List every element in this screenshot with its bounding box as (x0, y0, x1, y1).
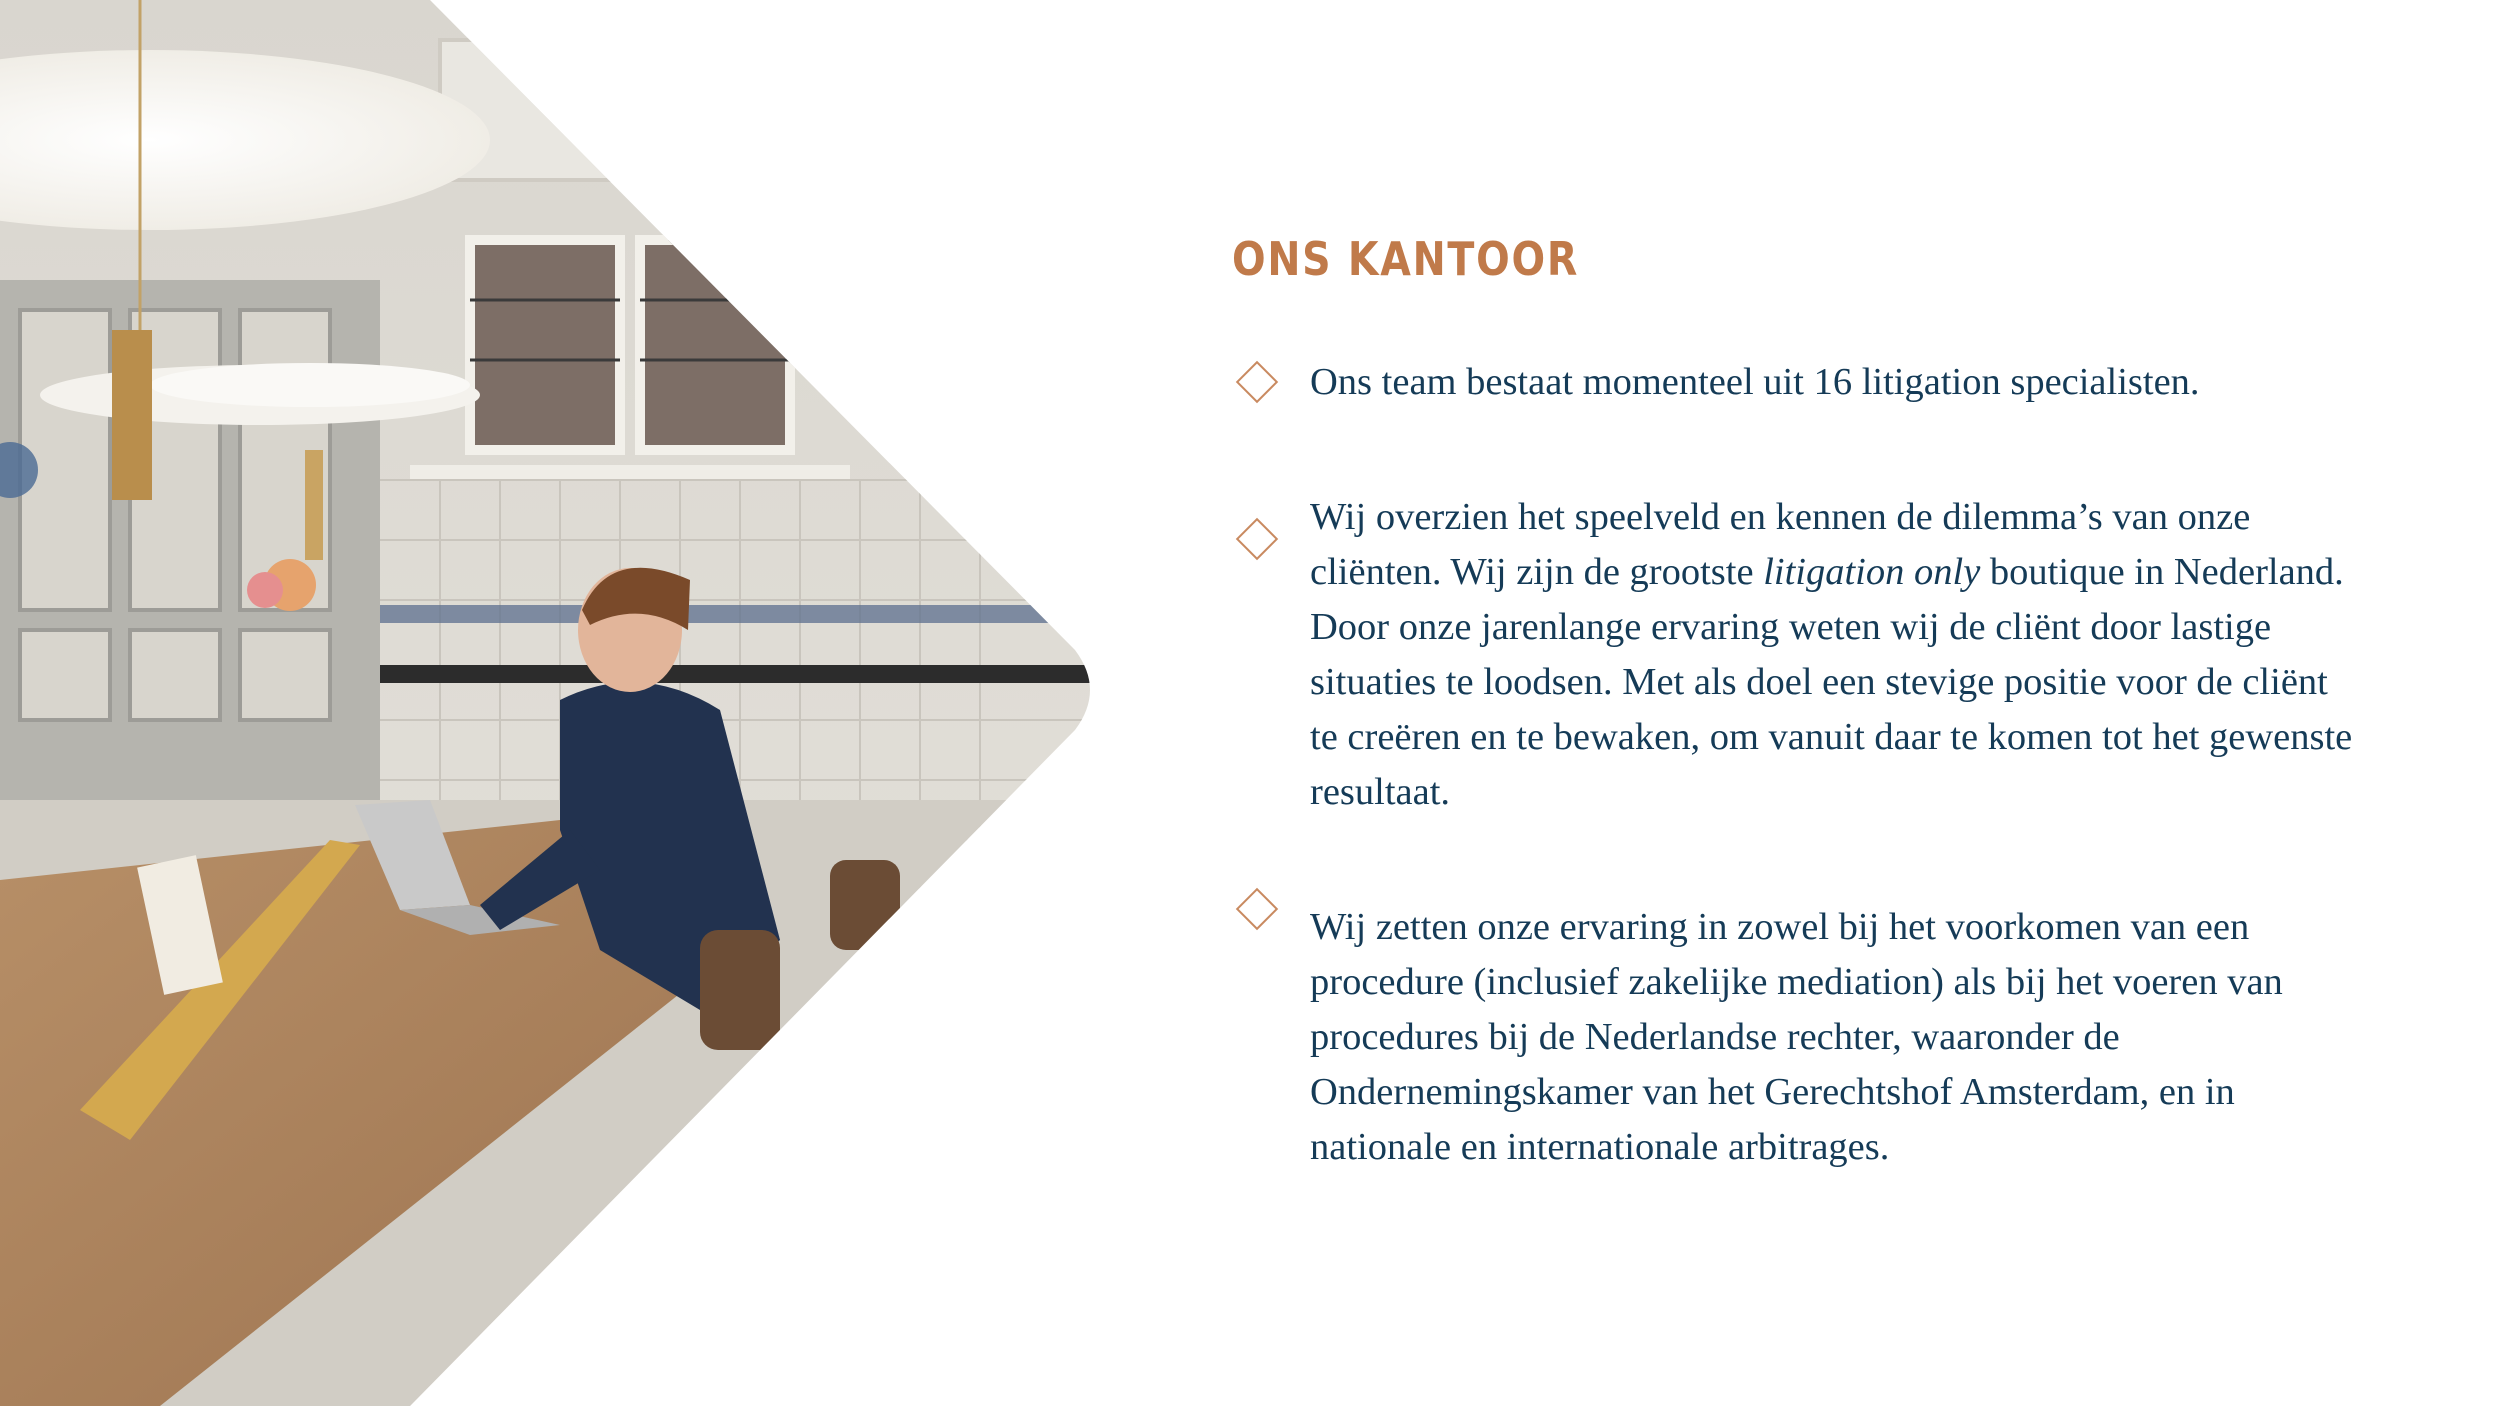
diamond-outline-icon (1236, 361, 1278, 403)
section-title: ONS KANTOOR (1232, 232, 1580, 286)
item-text-part: Wij overzien het speelveld en kennen de dilemma’s van onze cliënten. Wij zijn de grootste (1310, 496, 2251, 594)
content-column (1232, 232, 2362, 1255)
list-item (1232, 355, 2362, 410)
list-item (1232, 900, 2362, 1175)
item-text-part: boutique in Nederland. Door onze jarenlange ervaring weten wij de cliënt door lastige situaties te loodsen. Met als doel een stevige positie voor de cliënt te creëren en te bewaken, om vanuit daar te komen tot het gewenste resultaat. (1310, 551, 2353, 814)
office-photo (0, 0, 1110, 1406)
item-text: Ons team bestaat momenteel uit 16 litigation specialisten. (1310, 361, 2200, 404)
diamond-outline-icon (1236, 888, 1278, 930)
diamond-outline-icon (1236, 518, 1278, 560)
item-text (1310, 490, 2362, 820)
list-item (1232, 490, 2362, 820)
item-text-emphasis: litigation only (1763, 551, 1981, 594)
item-text: Wij zetten onze ervaring in zowel bij het voorkomen van een procedure (inclusief zakelijke mediation) als bij het voeren van procedures bij de Nederlandse rechter, waaronder de Ondernemingskamer van het Gerechtshof Amsterdam, en in nationale en internationale arbitrages. (1310, 906, 2283, 1169)
